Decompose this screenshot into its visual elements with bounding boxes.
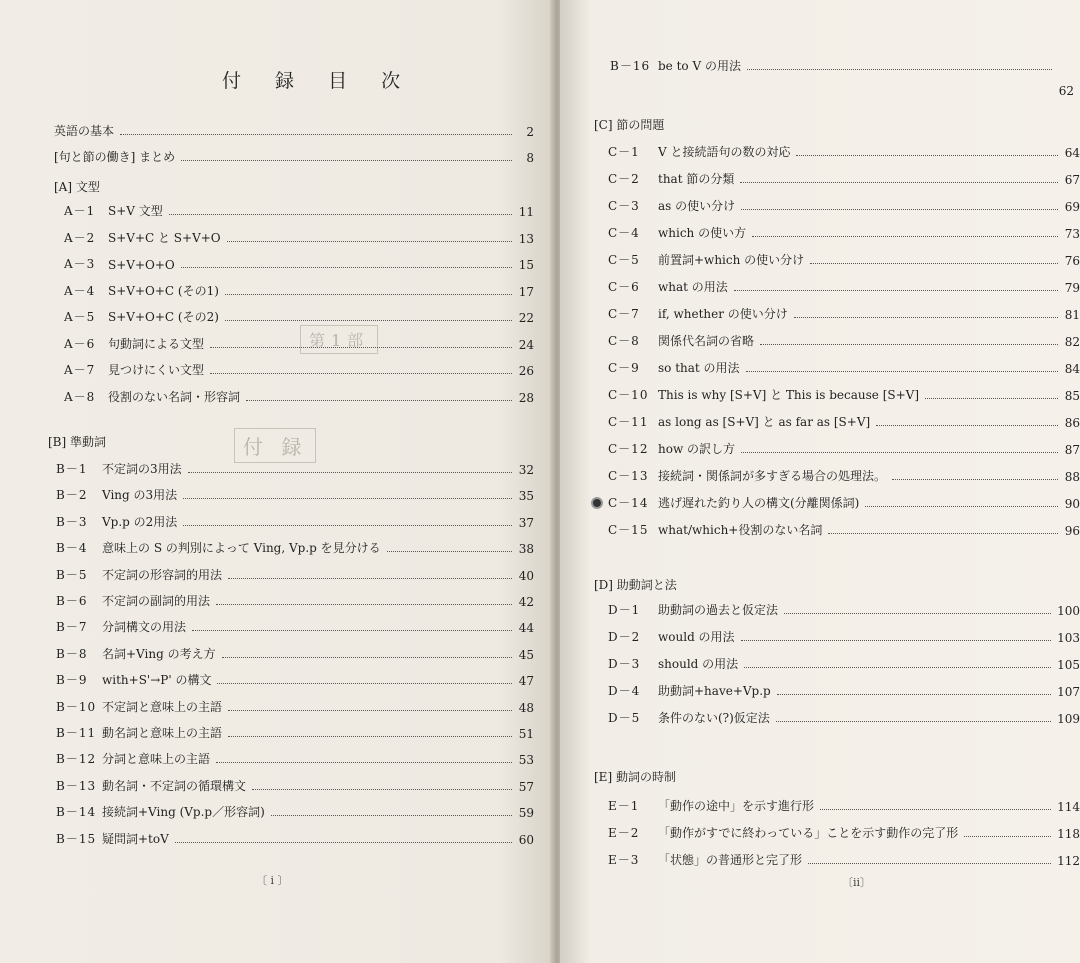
toc-entry[interactable] (608, 824, 1080, 841)
page-footer: 〔ii〕 (842, 876, 872, 889)
toc-entry[interactable] (56, 698, 534, 715)
entry-code: B－13 (56, 778, 97, 793)
entry-text: 疑問詞+toV (102, 831, 169, 846)
entry-text: as の使い分け (658, 199, 736, 213)
entry-text: should の用法 (658, 657, 739, 671)
leader-dots (181, 267, 512, 268)
leader-dots (183, 498, 512, 499)
leader-dots (746, 371, 1058, 372)
toc-entry[interactable] (608, 251, 1080, 268)
page-number: 57 (518, 779, 534, 794)
entry-code: B－14 (56, 805, 97, 820)
entry-code: B－7 (56, 620, 88, 635)
leader-dots (228, 578, 512, 579)
entry-text: 動名詞・不定詞の循環構文 (102, 778, 247, 793)
entry-code: B－16 (610, 59, 651, 73)
page-number: 90 (1064, 497, 1080, 511)
entry-text: 助動詞+have+Vp.p (658, 684, 771, 698)
entry-text: 関係代名詞の省略 (658, 334, 755, 348)
page-number: 47 (518, 674, 534, 689)
entry-code: C－5 (608, 253, 640, 267)
page-number: 24 (518, 337, 534, 352)
entry-code: E－1 (608, 799, 640, 813)
entry-text: 分詞構文の用法 (102, 620, 187, 635)
entry-text: 意味上の S の判別によって Ving, Vp.p を見分ける (102, 541, 381, 556)
page-number: 82 (1064, 335, 1080, 349)
page-number: 28 (518, 390, 534, 405)
leader-dots (747, 69, 1052, 70)
page-number: 59 (518, 806, 534, 821)
entry-text: Ving の3用法 (102, 488, 178, 503)
toc-entry[interactable] (608, 851, 1080, 868)
entry-text: be to V の用法 (658, 59, 741, 73)
leader-dots (892, 479, 1058, 480)
leader-dots (808, 863, 1051, 864)
page-number: 60 (518, 832, 534, 847)
page-number: 35 (518, 489, 534, 504)
entry-text: S+V+O+O (108, 258, 175, 272)
page-number: 64 (1064, 146, 1080, 160)
entry-code: B－6 (56, 594, 88, 608)
entry-code: C－13 (608, 469, 649, 483)
page-title: 付 録 目 次 (222, 70, 415, 92)
entry-code: E－3 (608, 853, 640, 867)
entry-code: A－1 (64, 204, 96, 218)
entry-code: C－2 (608, 172, 640, 186)
entry-text: 接続詞・関係詞が多すぎる場合の処理法。 (658, 469, 887, 483)
page-number: 85 (1064, 389, 1080, 403)
entry-code: B－9 (56, 673, 88, 688)
leader-dots (225, 320, 512, 321)
toc-entry[interactable] (608, 601, 1080, 618)
entry-text: This is why [S+V] と This is because [S+V] (658, 388, 920, 402)
page-number: 96 (1064, 524, 1080, 538)
entry-text: S+V+O+C (その2) (108, 310, 219, 324)
leader-dots (760, 344, 1058, 345)
toc-entry[interactable] (56, 671, 534, 688)
leader-dots (192, 630, 512, 631)
toc-entry[interactable] (54, 122, 534, 139)
entry-code: E－2 (608, 826, 640, 840)
page-number: 114 (1057, 800, 1080, 814)
entry-code: C－10 (608, 388, 649, 402)
leader-dots (169, 214, 512, 215)
leader-dots (752, 236, 1058, 237)
entry-text: 「動作がすでに終わっている」ことを示す動作の完了形 (658, 826, 959, 840)
entry-code: B－10 (56, 699, 97, 714)
faded-stamp-part1: 第1部 (300, 325, 378, 354)
toc-entry[interactable] (64, 202, 534, 219)
entry-text: Vp.p の2用法 (102, 514, 178, 529)
entry-code: C－1 (608, 145, 640, 159)
entry-code: B－8 (56, 646, 88, 661)
toc-entry[interactable] (608, 305, 1080, 322)
leader-dots (216, 762, 512, 763)
toc-entry[interactable] (608, 467, 1080, 484)
entry-text: S+V+O+C (その1) (108, 283, 219, 298)
entry-code: B－1 (56, 462, 88, 476)
entry-text: 英語の基本 (54, 124, 115, 138)
entry-text: [句と節の働き] まとめ (54, 150, 176, 164)
toc-entry[interactable] (56, 830, 534, 847)
toc-entry[interactable] (64, 229, 534, 246)
page-number: 11 (518, 205, 534, 219)
leader-dots (865, 506, 1058, 507)
page-number: 2 (526, 125, 534, 139)
entry-text: 見つけにくい文型 (108, 363, 205, 377)
entry-text: what の用法 (658, 280, 728, 294)
entry-code: C－15 (608, 523, 649, 537)
page-number: 107 (1057, 685, 1080, 699)
entry-code: C－8 (608, 334, 640, 348)
entry-text: which の使い方 (658, 226, 747, 240)
entry-text: V と接続語句の数の対応 (658, 145, 791, 159)
entry-code: A－6 (64, 336, 96, 351)
toc-entry[interactable] (64, 361, 534, 378)
toc-entry[interactable] (64, 388, 534, 405)
leader-dots (225, 294, 512, 295)
leader-dots (741, 209, 1058, 210)
toc-entry[interactable] (610, 57, 1074, 98)
leader-dots (210, 373, 512, 374)
entry-text: 条件のない(?)仮定法 (658, 711, 770, 725)
page-number: 13 (518, 231, 534, 246)
entry-code: A－8 (64, 389, 96, 404)
page-number: 81 (1064, 308, 1080, 322)
entry-code: B－4 (56, 541, 88, 556)
leader-dots (876, 425, 1058, 426)
toc-entry[interactable] (56, 724, 534, 741)
page-number: 87 (1064, 443, 1080, 457)
leader-dots (210, 347, 512, 348)
leader-dots (228, 736, 512, 737)
leader-dots (964, 836, 1051, 837)
toc-entry[interactable] (608, 628, 1080, 645)
section-heading-e: [E] 動詞の時制 (594, 770, 676, 784)
entry-code: D－4 (608, 684, 641, 698)
leader-dots (175, 842, 512, 843)
entry-text: 動名詞と意味上の主語 (102, 726, 223, 740)
page-number: 37 (518, 515, 534, 530)
toc-entry[interactable] (608, 143, 1080, 160)
entry-code: C－4 (608, 226, 640, 240)
leader-dots (387, 551, 512, 552)
toc-entry[interactable] (56, 645, 534, 662)
entry-code: C－12 (608, 442, 649, 456)
leader-dots (740, 182, 1058, 183)
leader-dots (222, 657, 512, 658)
toc-entry[interactable] (608, 197, 1080, 214)
entry-code: D－5 (608, 711, 641, 725)
toc-entry[interactable] (608, 224, 1080, 241)
page-number: 88 (1064, 470, 1080, 484)
page-number: 109 (1057, 712, 1080, 726)
leader-dots (252, 789, 512, 790)
toc-entry[interactable] (608, 494, 1080, 511)
page-number: 17 (518, 284, 534, 299)
entry-text: 接続詞+Ving (Vp.p／形容詞) (102, 805, 265, 820)
page-number: 105 (1057, 658, 1080, 672)
page-number: 22 (518, 311, 534, 325)
toc-entry[interactable] (64, 282, 534, 299)
page-number: 26 (518, 364, 534, 378)
toc-entry[interactable] (608, 278, 1080, 295)
leader-dots (216, 604, 512, 605)
section-heading-d: [D] 助動詞と法 (594, 578, 677, 592)
toc-entry[interactable] (56, 566, 534, 583)
toc-entry[interactable] (56, 592, 534, 609)
leader-dots (120, 134, 512, 135)
toc-entry[interactable] (56, 618, 534, 635)
page-number: 67 (1064, 173, 1080, 187)
entry-code: D－1 (608, 603, 641, 617)
page-number: 100 (1057, 604, 1080, 618)
page-number: 84 (1064, 362, 1080, 376)
page-number: 44 (518, 621, 534, 636)
entry-code: A－5 (64, 310, 96, 324)
section-heading-b: [B] 準動詞 (48, 435, 106, 449)
page-number: 38 (518, 542, 534, 557)
entry-code: D－3 (608, 657, 641, 671)
entry-text: 名詞+Ving の考え方 (102, 646, 216, 661)
page-number: 32 (518, 463, 534, 477)
page-number: 79 (1064, 281, 1080, 295)
page-number: 48 (518, 700, 534, 715)
bullet-marker-icon (591, 497, 603, 509)
entry-text: 「状態」の普通形と完了形 (658, 853, 803, 867)
toc-entry[interactable] (64, 255, 534, 272)
entry-code: B－2 (56, 488, 88, 503)
toc-entry[interactable] (56, 539, 534, 556)
leader-dots (784, 613, 1051, 614)
leader-dots (734, 290, 1058, 291)
right-page (560, 0, 1080, 963)
faded-stamp-appendix: 付 録 (234, 428, 316, 463)
toc-entry[interactable] (56, 777, 534, 794)
page-number: 86 (1064, 416, 1080, 430)
toc-entry[interactable] (608, 332, 1080, 349)
toc-entry[interactable] (64, 308, 534, 325)
entry-text: 不定詞の3用法 (102, 462, 182, 476)
leader-dots (741, 452, 1058, 453)
entry-text: 「動作の途中」を示す進行形 (658, 799, 815, 813)
leader-dots (741, 640, 1052, 641)
page-number: 51 (518, 727, 534, 741)
toc-entry[interactable] (608, 682, 1080, 699)
entry-text: as long as [S+V] と as far as [S+V] (658, 415, 871, 429)
toc-entry[interactable] (608, 440, 1080, 457)
entry-text: 句動詞による文型 (108, 336, 205, 351)
section-heading-c: [C] 節の問題 (594, 118, 665, 132)
entry-text: would の用法 (658, 630, 735, 644)
entry-code: B－12 (56, 752, 97, 767)
entry-code: D－2 (608, 630, 641, 644)
page-number: 103 (1057, 631, 1080, 645)
toc-entry[interactable] (54, 148, 534, 165)
entry-code: A－7 (64, 363, 96, 377)
page-number: 76 (1064, 254, 1080, 268)
leader-dots (744, 667, 1051, 668)
entry-text: if, whether の使い分け (658, 307, 788, 321)
toc-entry[interactable] (608, 797, 1080, 814)
toc-entry[interactable] (608, 386, 1080, 403)
entry-code: C－6 (608, 280, 640, 294)
toc-entry[interactable] (56, 513, 534, 530)
leader-dots (810, 263, 1058, 264)
page-number: 73 (1064, 227, 1080, 241)
section-heading-a: [A] 文型 (54, 180, 100, 194)
entry-text: 分詞と意味上の主語 (102, 752, 211, 767)
toc-entry[interactable] (56, 803, 534, 820)
leader-dots (227, 241, 512, 242)
leader-dots (777, 694, 1051, 695)
entry-text: 役割のない名詞・形容詞 (108, 389, 241, 404)
leader-dots (828, 533, 1058, 534)
leader-dots (183, 525, 512, 526)
page-number: 42 (518, 595, 534, 609)
entry-text: S+V+C と S+V+O (108, 230, 221, 245)
page-number: 62 (1058, 84, 1074, 98)
page-number: 112 (1057, 854, 1080, 868)
entry-code: B－15 (56, 831, 97, 846)
toc-entry[interactable] (608, 359, 1080, 376)
entry-text: how の訳し方 (658, 442, 736, 456)
page-number: 8 (526, 151, 534, 165)
entry-code: C－3 (608, 199, 640, 213)
leader-dots (820, 809, 1051, 810)
entry-code: C－7 (608, 307, 640, 321)
entry-text: what/which+役割のない名詞 (658, 523, 823, 537)
entry-code: B－11 (56, 726, 97, 740)
leader-dots (246, 400, 512, 401)
entry-code: A－3 (64, 257, 96, 271)
entry-code: A－2 (64, 230, 96, 245)
toc-entry[interactable] (608, 413, 1080, 430)
leader-dots (776, 721, 1051, 722)
leader-dots (181, 160, 512, 161)
entry-code: C－11 (608, 415, 649, 429)
toc-entry[interactable] (56, 486, 534, 503)
entry-text: 逃げ遅れた釣り人の構文(分離関係詞) (658, 496, 860, 510)
leader-dots (794, 317, 1058, 318)
entry-text: 不定詞と意味上の主語 (102, 699, 223, 714)
leader-dots (796, 155, 1058, 156)
page-number: 45 (518, 647, 534, 662)
leader-dots (925, 398, 1058, 399)
toc-entry[interactable] (56, 460, 534, 477)
page-number: 15 (518, 258, 534, 272)
page-footer: 〔 i 〕 (256, 874, 289, 887)
entry-text: so that の用法 (658, 361, 740, 375)
leader-dots (188, 472, 512, 473)
entry-code: B－5 (56, 567, 88, 582)
leader-dots (271, 815, 512, 816)
toc-entry[interactable] (608, 170, 1080, 187)
entry-text: S+V 文型 (108, 204, 163, 218)
entry-text: 前置詞+which の使い分け (658, 253, 805, 267)
entry-code: C－14 (608, 496, 649, 510)
entry-code: A－4 (64, 283, 96, 298)
entry-text: that 節の分類 (658, 172, 735, 186)
toc-entry[interactable] (608, 655, 1080, 672)
page-number: 53 (518, 753, 534, 768)
page-number: 40 (518, 568, 534, 583)
toc-entry[interactable] (64, 335, 534, 352)
toc-entry[interactable] (608, 709, 1080, 726)
entry-text: 不定詞の副詞的用法 (102, 594, 211, 608)
entry-text: with+S'→P' の構文 (102, 673, 212, 688)
entry-code: B－3 (56, 514, 88, 529)
page-number: 118 (1057, 827, 1080, 841)
entry-code: C－9 (608, 361, 640, 375)
page-number: 69 (1064, 200, 1080, 214)
leader-dots (228, 710, 512, 711)
toc-entry[interactable] (608, 521, 1080, 538)
entry-text: 不定詞の形容詞的用法 (102, 567, 223, 582)
toc-entry[interactable] (56, 750, 534, 767)
entry-text: 助動詞の過去と仮定法 (658, 603, 779, 617)
leader-dots (217, 683, 512, 684)
